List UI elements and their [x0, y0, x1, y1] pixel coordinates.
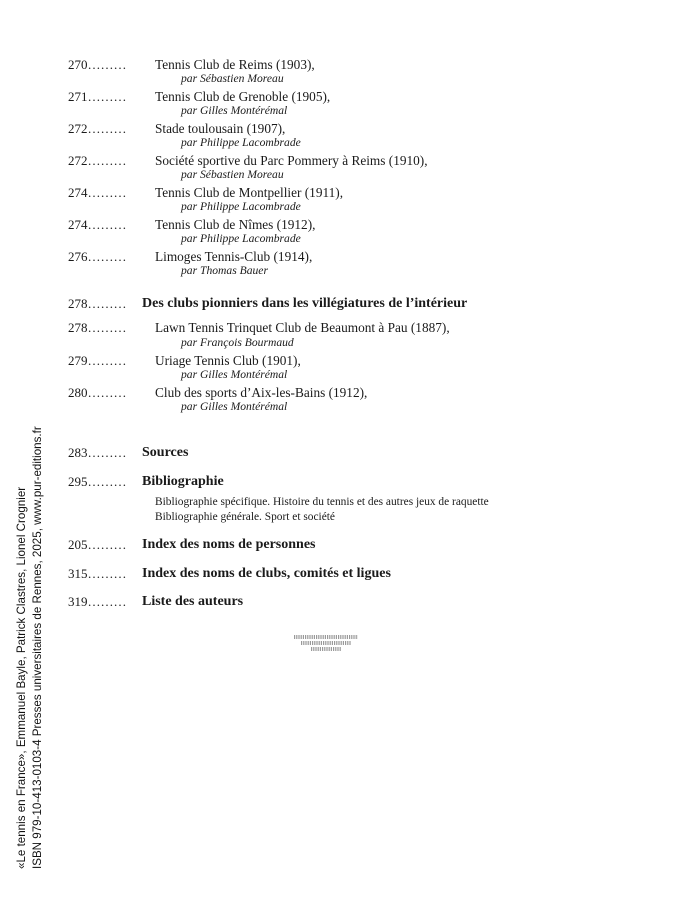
- page-number: 283………: [68, 445, 127, 460]
- page-number: 280………: [68, 385, 127, 400]
- entry-title: Club des sports d’Aix-les-Bains (1912),: [155, 385, 368, 400]
- entry-title: Tennis Club de Montpellier (1911),: [155, 185, 344, 200]
- section-title: Liste des auteurs: [142, 594, 244, 609]
- entry-author: par François Bourmaud: [181, 336, 294, 349]
- entry-title: Tennis Club de Nîmes (1912),: [155, 217, 316, 232]
- entry-title: Lawn Tennis Trinquet Club de Beaumont à Pau (1887),: [155, 320, 450, 335]
- page-number: 278………: [68, 296, 127, 311]
- section-title: Sources: [142, 445, 189, 460]
- entry-title: Uriage Tennis Club (1901),: [155, 353, 301, 368]
- entry-author: par Thomas Bauer: [181, 264, 268, 277]
- entry-title: Société sportive du Parc Pommery à Reims (1910),: [155, 153, 428, 168]
- page-number: 295………: [68, 474, 127, 489]
- entry-title: Limoges Tennis-Club (1914),: [155, 249, 313, 264]
- entry-author: par Philippe Lacombrade: [181, 136, 301, 149]
- page-number: 272………: [68, 153, 127, 168]
- entry-title: Tennis Club de Reims (1903),: [155, 57, 315, 72]
- side-note-line: «Le tennis en France», Emmanuel Bayle, Patrick Clastres, Lionel Crognier: [15, 486, 28, 869]
- subsection-title: Bibliographie générale. Sport et société: [155, 511, 335, 523]
- section-title: Bibliographie: [142, 474, 224, 489]
- section-title: Index des noms de clubs, comités et ligues: [142, 566, 391, 581]
- side-note-line: ISBN 979-10-413-0103-4 Presses universitaires de Rennes, 2025, www.pur-editions.fr: [31, 426, 44, 869]
- page-number: 276………: [68, 249, 127, 264]
- page-number: 319………: [68, 594, 127, 609]
- page-number: 279………: [68, 353, 127, 368]
- page-number: 205………: [68, 537, 127, 552]
- section-title: Index des noms de personnes: [142, 537, 316, 552]
- entry-author: par Gilles Montérémal: [181, 104, 288, 117]
- section-title: Des clubs pionniers dans les villégiatures de l’intérieur: [142, 296, 468, 311]
- side-copyright-note: [14, 0, 74, 875]
- page-number: 315………: [68, 566, 127, 581]
- page-number: 271………: [68, 89, 127, 104]
- ornament-icon: [293, 633, 359, 657]
- page-number: 274………: [68, 185, 127, 200]
- page-number: 272………: [68, 121, 127, 136]
- entry-author: par Philippe Lacombrade: [181, 232, 301, 245]
- entry-author: par Gilles Montérémal: [181, 368, 288, 381]
- page-number: 270………: [68, 57, 127, 72]
- entry-author: par Gilles Montérémal: [181, 400, 288, 413]
- entry-title: Stade toulousain (1907),: [155, 121, 286, 136]
- page-number: 274………: [68, 217, 127, 232]
- entry-author: par Philippe Lacombrade: [181, 200, 301, 213]
- entry-author: par Sébastien Moreau: [181, 168, 284, 181]
- subsection-title: Bibliographie spécifique. Histoire du tennis et des autres jeux de raquette: [155, 496, 489, 508]
- entry-author: par Sébastien Moreau: [181, 72, 284, 85]
- entry-title: Tennis Club de Grenoble (1905),: [155, 89, 331, 104]
- page-number: 278………: [68, 320, 127, 335]
